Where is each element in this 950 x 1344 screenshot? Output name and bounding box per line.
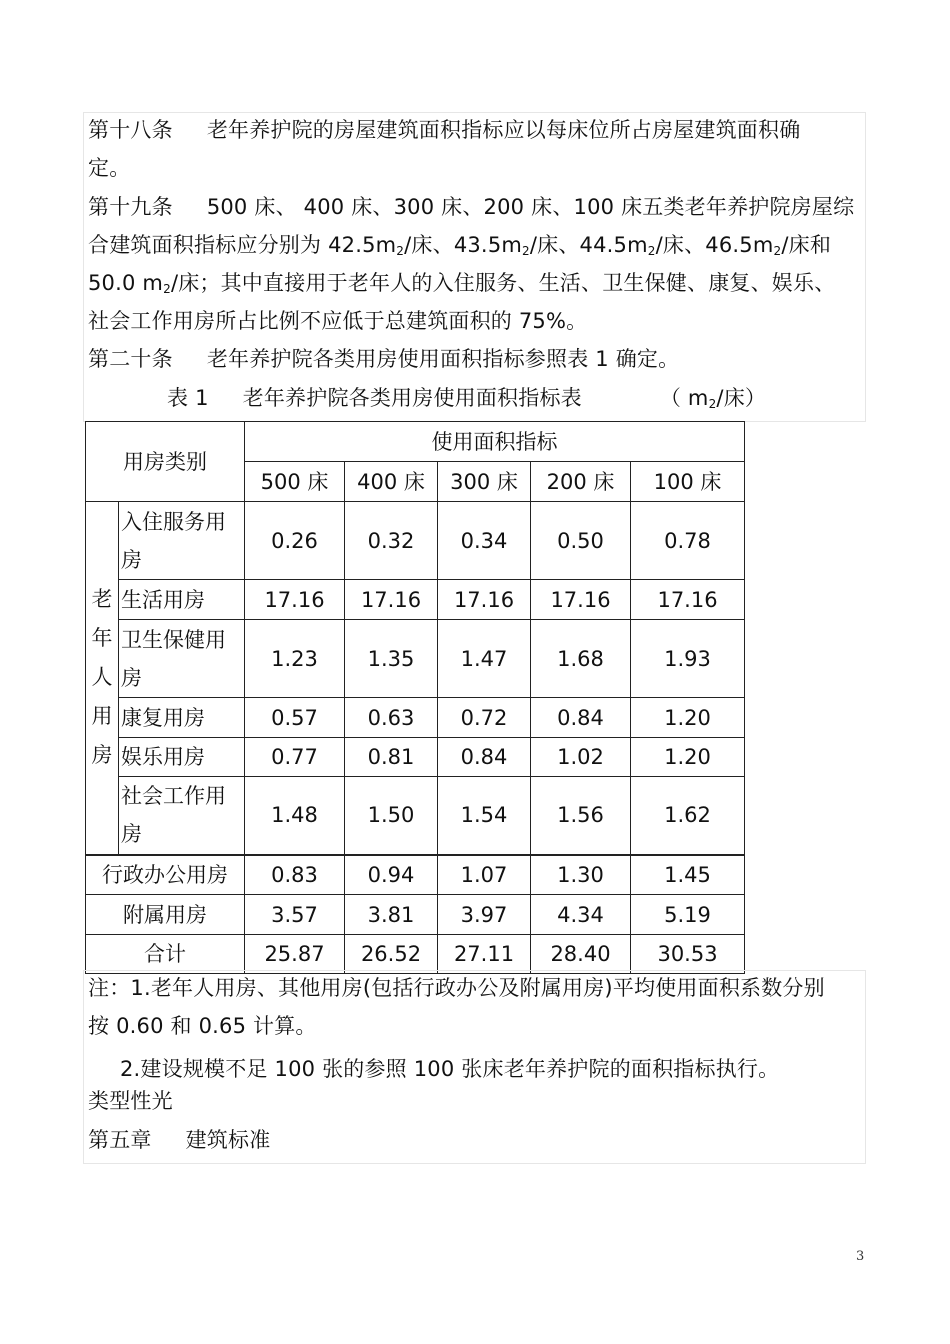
cell: 27.11: [438, 935, 531, 974]
group-label-char: 年: [91, 626, 113, 651]
article-19-line-4: 社会工作用房所占比例不应低于总建筑面积的 75%。: [88, 309, 588, 333]
article-19-text-f: 50.0 m: [88, 271, 164, 295]
table-caption: [167, 385, 766, 417]
stray-text: 类型性光: [88, 1089, 173, 1113]
article-18-line-2: 定。: [88, 156, 131, 180]
row-label: 合计: [86, 935, 245, 974]
cell: 0.77: [245, 738, 345, 777]
note-1-line-2: 按 0.60 和 0.65 计算。: [88, 1014, 317, 1038]
article-19-text-d: /床、46.5m: [655, 233, 774, 257]
cell: 30.53: [631, 935, 745, 974]
table-row-total: [86, 935, 745, 974]
table-row: [86, 738, 745, 777]
row-label: [119, 502, 245, 580]
cell: 28.40: [531, 935, 631, 974]
area-index-table: [85, 421, 745, 974]
header-col-200: 200 床: [531, 462, 631, 502]
row-label: 附属用房: [86, 895, 245, 935]
group-label-char: 用: [91, 704, 113, 729]
row-label-part: 房: [121, 822, 142, 847]
cell: 5.19: [631, 895, 745, 935]
article-19-text: 500 床、 400 床、300 床、200 床、100 床五类老年养护院房屋综: [206, 195, 855, 219]
chapter-title: 建筑标准: [185, 1128, 271, 1152]
table-caption-unit: （ m: [659, 386, 709, 410]
cell: 1.45: [631, 855, 745, 895]
table-caption-title: 老年养护院各类用房使用面积指标表: [242, 386, 582, 410]
cell: 0.57: [245, 698, 345, 738]
row-label-part: 社会工作用: [121, 784, 226, 809]
table-row: [86, 502, 745, 580]
cell: 1.54: [438, 777, 531, 855]
cell: 4.34: [531, 895, 631, 935]
cell: 1.23: [245, 620, 345, 698]
article-19-line-2: [88, 232, 831, 264]
text-block-notes: [83, 970, 866, 1164]
cell: 17.16: [345, 580, 438, 620]
note-2: 2.建设规模不足 100 张的参照 100 张床老年养护院的面积指标执行。: [120, 1057, 780, 1081]
table-row: [86, 698, 745, 738]
row-label: 康复用房: [119, 698, 245, 738]
row-label-part: 卫生保健用: [121, 627, 226, 652]
group-label-char: 人: [91, 665, 113, 690]
row-label: [119, 620, 245, 698]
cell: 1.20: [631, 738, 745, 777]
group-label-char: 老: [91, 587, 113, 612]
cell: 1.50: [345, 777, 438, 855]
table-row: [86, 620, 745, 698]
cell: 0.94: [345, 855, 438, 895]
group-label-char: 房: [91, 743, 113, 768]
article-18-label: 第十八条: [88, 118, 173, 142]
header-col-100: 100 床: [631, 462, 745, 502]
table-caption-unit-end: /床）: [716, 386, 767, 410]
cell: 1.20: [631, 698, 745, 738]
cell: 17.16: [245, 580, 345, 620]
article-20-text: 老年养护院各类用房使用面积指标参照表 1 确定。: [206, 347, 680, 371]
header-category: 用房类别: [86, 422, 245, 502]
unit-subscript: 2: [522, 244, 530, 258]
group-label-elder: [86, 502, 119, 855]
row-label: 娱乐用房: [119, 738, 245, 777]
chapter-label: 第五章: [88, 1128, 152, 1152]
unit-subscript: 2: [773, 244, 782, 258]
cell: 1.68: [531, 620, 631, 698]
cell: 1.35: [345, 620, 438, 698]
article-18-text: 老年养护院的房屋建筑面积指标应以每床位所占房屋建筑面积确: [206, 118, 801, 142]
unit-subscript: 2: [708, 397, 717, 411]
area-index-table-container: [85, 421, 744, 972]
unit-subscript: 2: [163, 282, 171, 296]
header-col-300: 300 床: [438, 462, 531, 502]
row-label: 生活用房: [119, 580, 245, 620]
cell: 0.81: [345, 738, 438, 777]
cell: 3.97: [438, 895, 531, 935]
chapter-heading: [88, 1127, 270, 1153]
cell: 0.26: [245, 502, 345, 580]
cell: 0.32: [345, 502, 438, 580]
article-19-text-e: /床和: [781, 233, 832, 257]
unit-subscript: 2: [396, 244, 405, 258]
cell: 0.83: [245, 855, 345, 895]
article-19-line-1: [88, 194, 854, 220]
cell: 17.16: [631, 580, 745, 620]
cell: 1.02: [531, 738, 631, 777]
article-19-text-b: /床、43.5m: [404, 233, 523, 257]
cell: 3.57: [245, 895, 345, 935]
cell: 1.62: [631, 777, 745, 855]
table-row: [86, 895, 745, 935]
cell: 0.72: [438, 698, 531, 738]
table-row: [86, 580, 745, 620]
article-19-text-c: /床、44.5m: [529, 233, 648, 257]
cell: 1.47: [438, 620, 531, 698]
cell: 0.84: [531, 698, 631, 738]
table-row: [86, 777, 745, 855]
article-20-label: 第二十条: [88, 347, 173, 371]
cell: 1.56: [531, 777, 631, 855]
text-block-articles: [83, 112, 866, 422]
row-label-part: 入住服务用: [121, 509, 226, 534]
unit-subscript: 2: [647, 244, 656, 258]
page-number: 3: [856, 1249, 865, 1264]
table-caption-label: 表 1: [167, 386, 209, 410]
article-20-line-1: [88, 346, 679, 372]
cell: 17.16: [438, 580, 531, 620]
note-1-line-1: 注：1.老年人用房、其他用房(包括行政办公及附属用房)平均使用面积系数分别: [88, 976, 825, 1000]
header-col-400: 400 床: [345, 462, 438, 502]
article-19-line-3: [88, 270, 835, 302]
header-col-500: 500 床: [245, 462, 345, 502]
article-19-label: 第十九条: [88, 195, 173, 219]
cell: 17.16: [531, 580, 631, 620]
table-row: [86, 855, 745, 895]
row-label-part: 房: [121, 665, 142, 690]
row-label-part: 房: [121, 547, 142, 572]
cell: 0.63: [345, 698, 438, 738]
cell: 0.34: [438, 502, 531, 580]
article-19-text-a: 合建筑面积指标应分别为 42.5m: [88, 233, 397, 257]
row-label: [119, 777, 245, 855]
cell: 1.30: [531, 855, 631, 895]
header-group: 使用面积指标: [245, 422, 745, 462]
article-19-text-g: /床；其中直接用于老年人的入住服务、生活、卫生保健、康复、娱乐、: [170, 271, 836, 295]
cell: 3.81: [345, 895, 438, 935]
cell: 0.78: [631, 502, 745, 580]
cell: 1.07: [438, 855, 531, 895]
cell: 26.52: [345, 935, 438, 974]
cell: 1.48: [245, 777, 345, 855]
row-label: 行政办公用房: [86, 855, 245, 895]
cell: 1.93: [631, 620, 745, 698]
cell: 0.50: [531, 502, 631, 580]
article-18-line-1: [88, 117, 800, 143]
cell: 0.84: [438, 738, 531, 777]
cell: 25.87: [245, 935, 345, 974]
